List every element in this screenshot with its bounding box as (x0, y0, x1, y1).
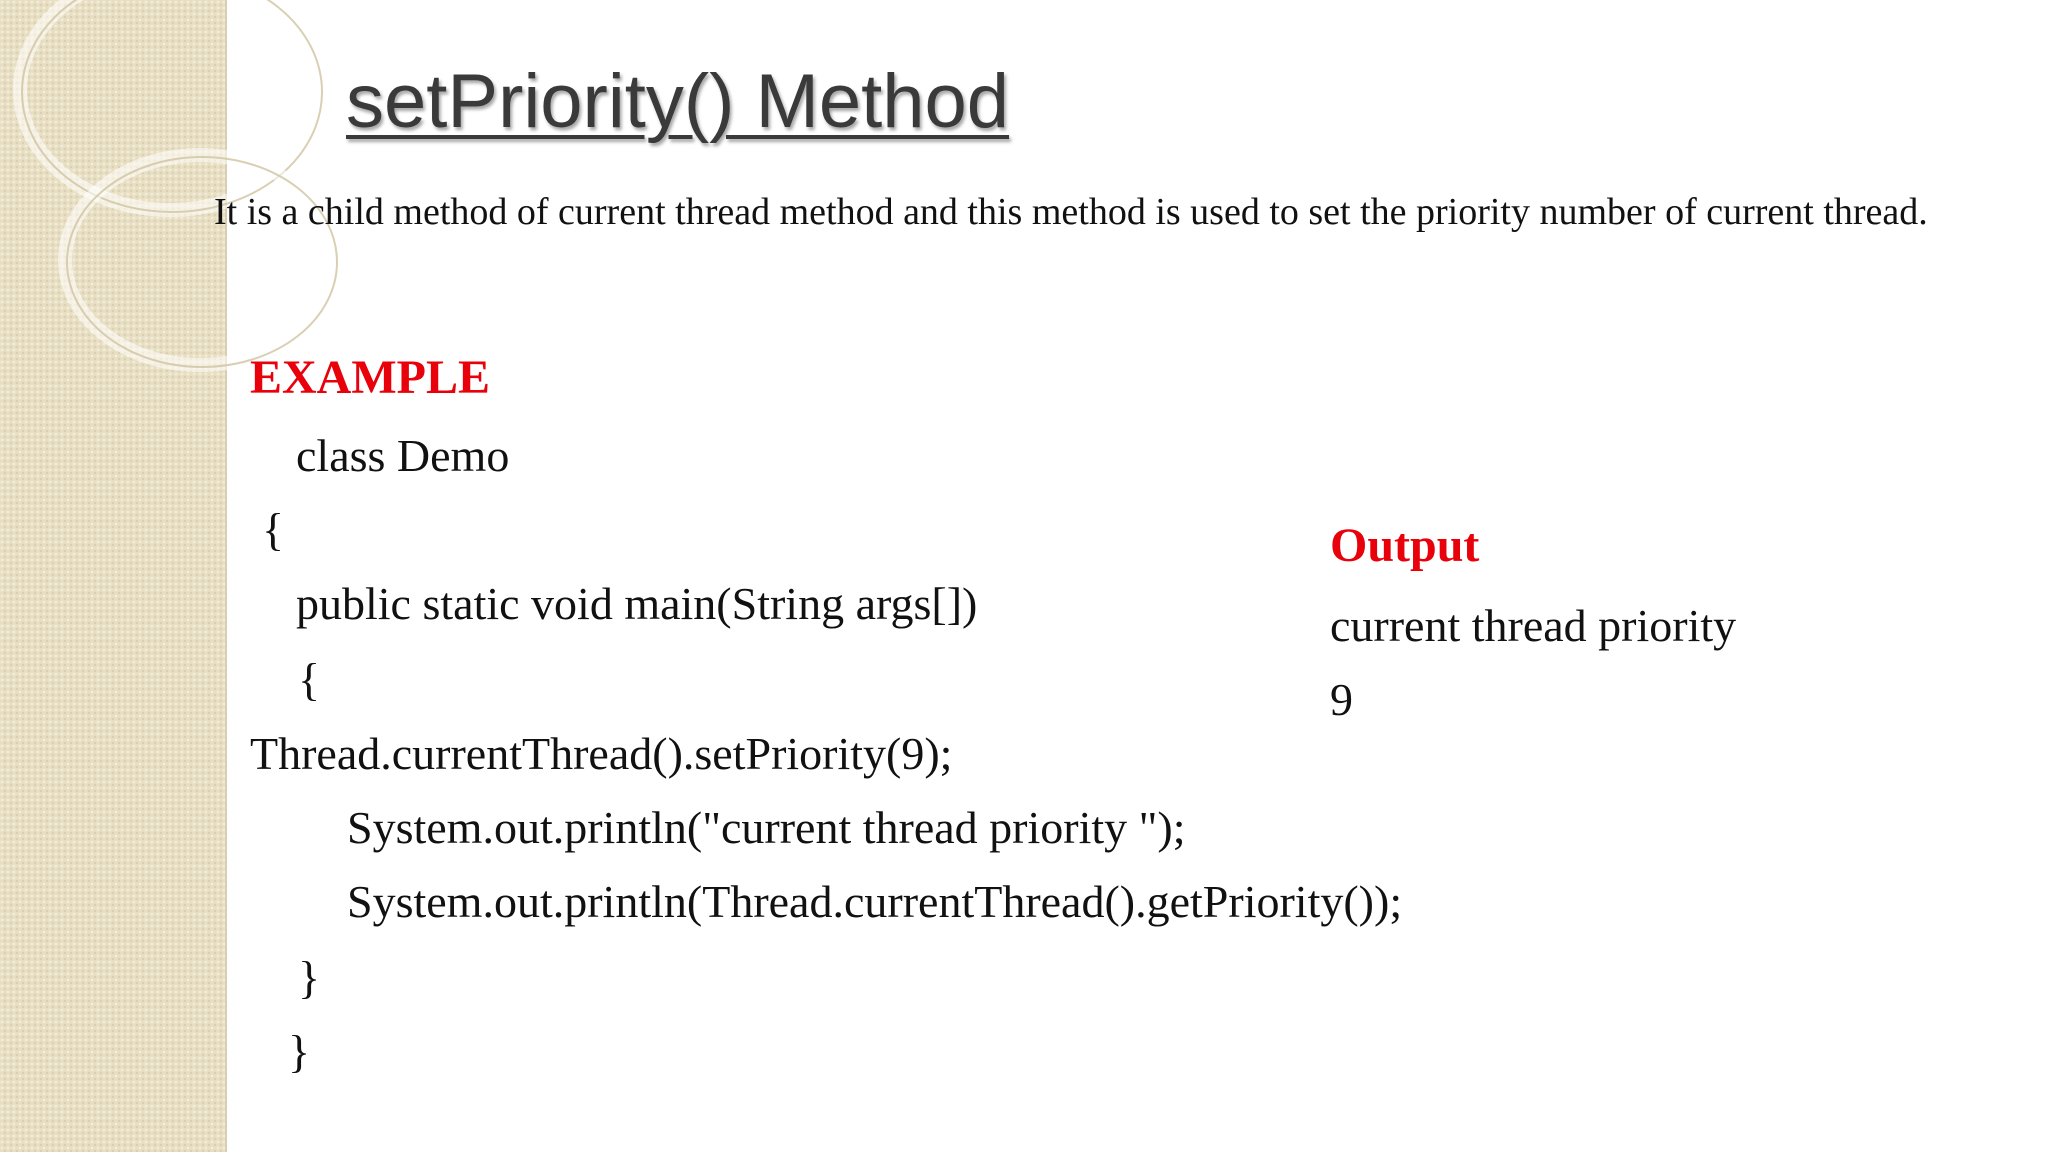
slide-description: It is a child method of current thread method and this method is used to set the priority number of current thread. (214, 191, 1928, 233)
code-line: { (262, 504, 285, 555)
example-heading: EXAMPLE (250, 351, 490, 404)
code-line: { (298, 654, 321, 705)
code-line: System.out.println("current thread priority "); (347, 802, 1186, 853)
output-line: current thread priority (1330, 600, 1737, 651)
slide-title: setPriority() Method (346, 59, 1010, 144)
output-line: 9 (1330, 674, 1353, 725)
code-line: System.out.println(Thread.currentThread().getPriority()); (347, 876, 1403, 927)
output-heading: Output (1330, 519, 1480, 572)
code-line: class Demo (296, 430, 510, 481)
decorative-side-band (0, 0, 227, 1152)
code-line: } (298, 952, 321, 1003)
code-line: public static void main(String args[]) (296, 578, 978, 629)
code-line: } (288, 1026, 311, 1077)
code-line: Thread.currentThread().setPriority(9); (250, 728, 953, 779)
